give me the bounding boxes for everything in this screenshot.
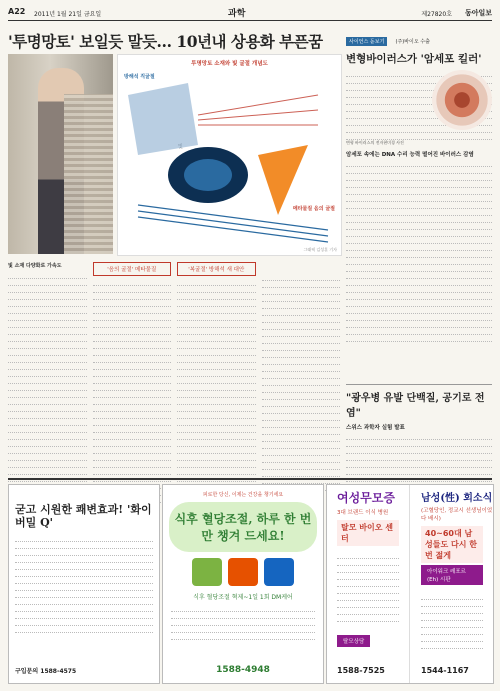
ad4-big: 40~60대 남성들도 다시 한 번 젊게 bbox=[421, 526, 483, 563]
advertisement-area bbox=[8, 478, 492, 686]
product-box bbox=[264, 558, 294, 586]
virus-photo bbox=[432, 70, 492, 130]
ad-fibermeal[interactable] bbox=[8, 484, 160, 684]
sidebar-body bbox=[346, 70, 492, 342]
ad4-phone: 1544-1167 bbox=[421, 666, 469, 675]
col1-subhead: 빛 소재 다양화로 가속도 bbox=[8, 263, 62, 269]
ad4-mens bbox=[411, 485, 493, 683]
ad2-top: 피로한 당신, 이제는 건강을 챙기세요 bbox=[202, 492, 284, 498]
article-headline: '투명망토' 보일듯 말듯… 10년내 상용화 부픈꿈 bbox=[8, 32, 323, 51]
photo-cloak bbox=[64, 94, 113, 254]
article-col-3 bbox=[177, 262, 256, 510]
ad3-tag: 탈모상담 bbox=[337, 635, 370, 647]
ad3-big: 탈모 바이오 센터 bbox=[337, 520, 399, 546]
col2-text bbox=[93, 279, 172, 503]
ad1-headline: 굳고 시원한 쾌변효과! '화이버밀 Q' bbox=[15, 503, 152, 529]
virus-photo-caption: 변형 바이러스의 전자현미경 사진 bbox=[346, 140, 404, 145]
figure-label-a: 방해석 직굴절 bbox=[124, 74, 155, 80]
article-col-2 bbox=[93, 262, 172, 510]
article-photo bbox=[8, 54, 113, 254]
article-columns bbox=[8, 262, 340, 510]
figure-credit: 그래픽 김성훈 기자 bbox=[303, 247, 337, 252]
ad4-title: 남성(性) 회소식 bbox=[421, 493, 493, 504]
issue-date: 2011년 1월 21일 금요일 bbox=[34, 11, 102, 18]
section-title: 과학 bbox=[228, 9, 246, 19]
rays-top bbox=[198, 95, 318, 125]
figure-label-b: 메타물질 음의 굴절 bbox=[292, 206, 335, 212]
ad2-products bbox=[163, 558, 323, 586]
sidebar-tag: 사이언스 돋보기 bbox=[346, 37, 387, 46]
sidebar-headline: 변형바이러스가 '암세포 킬러' bbox=[346, 53, 482, 65]
sidebar-subhead-2: 스위스 과학자 실험 발표 bbox=[346, 425, 405, 431]
product-box bbox=[228, 558, 258, 586]
ad3-phone: 1588-7525 bbox=[337, 666, 385, 675]
ad3-hair bbox=[327, 485, 410, 683]
ad3-sub: 3대 브랜드 이식 병원 bbox=[337, 510, 389, 516]
issue-number: 제27820호 bbox=[421, 11, 452, 18]
ad-hair-and-mens[interactable] bbox=[326, 484, 494, 684]
ad1-phone: 구입문의 1588-4575 bbox=[15, 668, 77, 675]
page-number: A22 bbox=[8, 7, 26, 16]
paper-name: 동아일보 bbox=[464, 9, 492, 17]
col3-quote: '복굴절' 방해석 새 대안 bbox=[177, 262, 256, 276]
ad2-phone: 1588-4948 bbox=[216, 665, 270, 675]
sidebar-headline-2: "광우병 유발 단백질, 공기로 전염" bbox=[346, 384, 492, 419]
ad2-promo: 식후 혈당조절 혁제~1일 1회 DM케어 bbox=[193, 594, 293, 601]
col3-text bbox=[177, 279, 256, 503]
col2-quote: '음의 굴절' 메타물질 bbox=[93, 262, 172, 276]
carrot-shape bbox=[258, 145, 308, 215]
ad4-box: 아이워크 레포르(Eh) 시판 bbox=[421, 565, 483, 585]
article-col-4 bbox=[262, 262, 341, 510]
ad3-title: 여성무모증 bbox=[337, 491, 395, 505]
masthead bbox=[8, 6, 492, 21]
sidebar-subhead: 암세포 속에는 DNA 수리 능력 떨어진 바이러스 감염 bbox=[346, 152, 474, 158]
ad-blood-sugar[interactable] bbox=[162, 484, 324, 684]
figure-diagram bbox=[118, 55, 341, 255]
crystal-shape bbox=[128, 83, 198, 155]
ad2-headline: 식후 혈당조절, 하루 한 번만 챙겨 드세요! bbox=[169, 502, 317, 552]
col4-text bbox=[262, 274, 341, 491]
article-col-1 bbox=[8, 262, 87, 510]
figure-title: 투명망토 소재와 빛 굴절 개념도 bbox=[191, 61, 268, 67]
sidebar-column bbox=[346, 28, 492, 368]
product-box bbox=[192, 558, 222, 586]
col1-text bbox=[8, 272, 87, 510]
sidebar-kicker: (주)바이오 수출 bbox=[395, 39, 430, 45]
ad4-sub: (고혈당인, 정교시 선생님이었다 배시) bbox=[421, 508, 493, 522]
article-figure bbox=[117, 54, 342, 256]
lens-inner bbox=[184, 159, 232, 191]
rays-bottom bbox=[138, 205, 328, 242]
